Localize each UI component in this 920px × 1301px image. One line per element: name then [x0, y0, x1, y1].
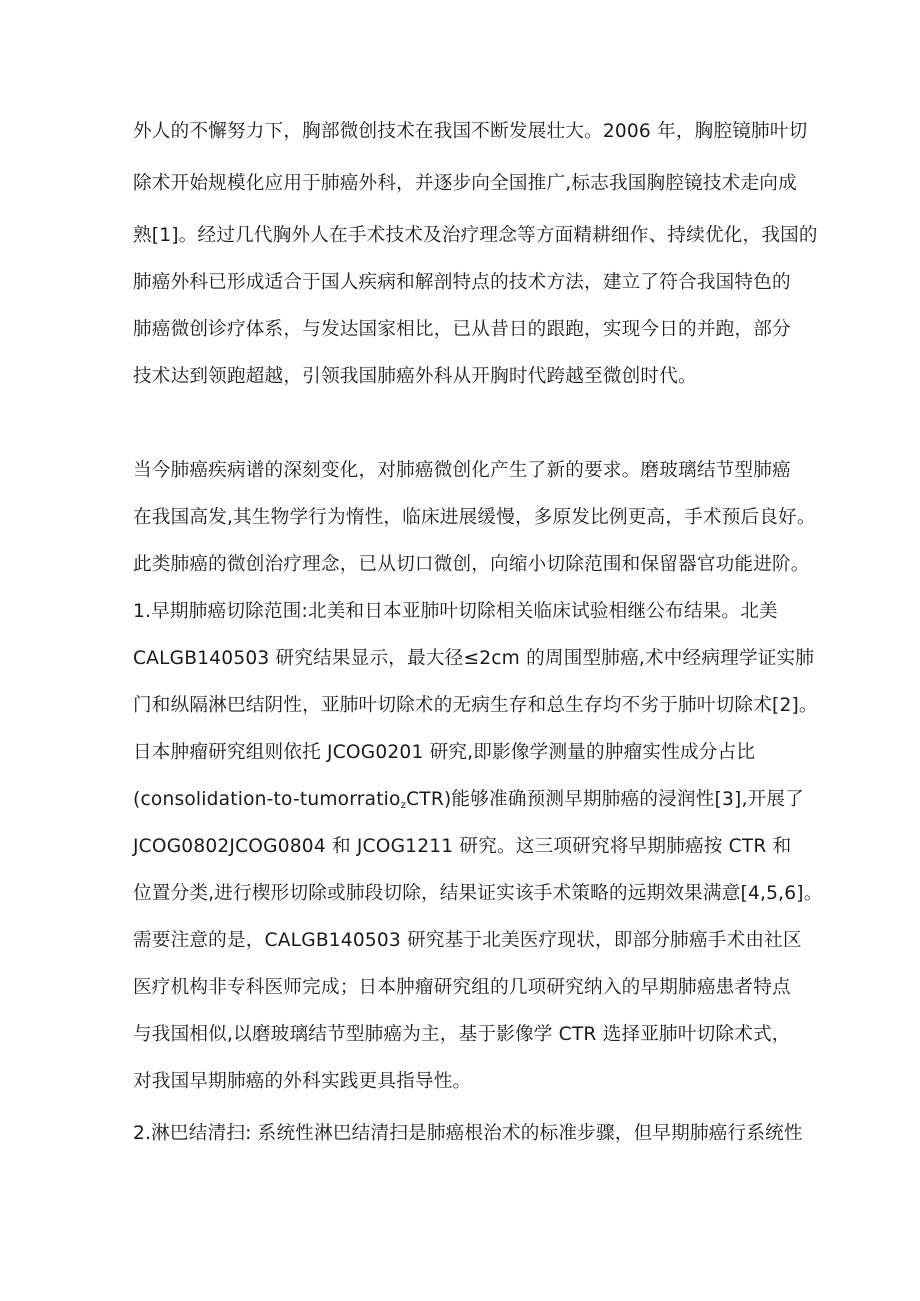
text-line: 技术达到领跑超越，引领我国肺癌外科从开胸时代跨越至微创时代。 — [133, 366, 697, 387]
text-line: CALGB140503 研究结果显示，最大径≤2cm 的周围型肺癌,术中经病理学证实肺 — [133, 648, 815, 669]
subscript-text: z — [400, 800, 407, 811]
text-line: 当今肺癌疾病谱的深刻变化，对肺癌微创化产生了新的要求。磨玻璃结节型肺癌 — [133, 460, 791, 481]
text-line: 熟[1]。经过几代胸外人在手术技术及治疗理念等方面精耕细作、持续优化，我国的 — [133, 225, 818, 246]
text-line: 1.早期肺癌切除范围:北美和日本亚肺叶切除相关临床试验相继公布结果。北美 — [133, 601, 778, 622]
text-line: 对我国早期肺癌的外科实践更具指导性。 — [133, 1071, 472, 1092]
text-line: 位置分类,进行楔形切除或肺段切除，结果证实该手术策略的远期效果满意[4,5,6]。 — [133, 883, 823, 904]
text-segment: CTR)能够准确预测早期肺癌的浸润性[3],开展了 — [406, 789, 804, 810]
text-line: 与我国相似,以磨玻璃结节型肺癌为主，基于影像学 CTR 选择亚肺叶切除术式， — [133, 1024, 791, 1045]
text-line: JCOG0802JCOG0804 和 JCOG1211 研究。这三项研究将早期肺癌按 CTR 和 — [133, 836, 792, 857]
text-line — [133, 785, 804, 815]
text-line: 在我国高发,其生物学行为惰性，临床进展缓慢，多原发比例更高，手术预后良好。 — [133, 507, 816, 528]
text-line: 肺癌微创诊疗体系，与发达国家相比，已从昔日的跟跑，实现今日的并跑，部分 — [133, 319, 791, 340]
text-line: 外人的不懈努力下，胸部微创技术在我国不断发展壮大。2006 年，胸腔镜肺叶切 — [133, 121, 808, 142]
text-line: 2.淋巴结清扫: 系统性淋巴结清扫是肺癌根治术的标准步骤，但早期肺癌行系统性 — [133, 1123, 803, 1144]
text-line: 此类肺癌的微创治疗理念，已从切口微创，向缩小切除范围和保留器官功能进阶。 — [133, 554, 810, 575]
text-line: 日本肿瘤研究组则依托 JCOG0201 研究,即影像学测量的肿瘤实性成分占比 — [133, 742, 756, 763]
text-line: 医疗机构非专科医师完成；日本肿瘤研究组的几项研究纳入的早期肺癌患者特点 — [133, 977, 791, 998]
text-line: 肺癌外科已形成适合于国人疾病和解剖特点的技术方法，建立了符合我国特色的 — [133, 272, 791, 293]
text-segment: (consolidation-to-tumorratio — [133, 789, 401, 810]
text-line: 除术开始规模化应用于肺癌外科，并逐步向全国推广,标志我国胸腔镜技术走向成 — [133, 173, 797, 194]
text-line: 需要注意的是，CALGB140503 研究基于北美医疗现状，即部分肺癌手术由社区 — [133, 930, 802, 951]
text-line: 门和纵隔淋巴结阴性，亚肺叶切除术的无病生存和总生存均不劣于肺叶切除术[2]。 — [133, 695, 818, 716]
